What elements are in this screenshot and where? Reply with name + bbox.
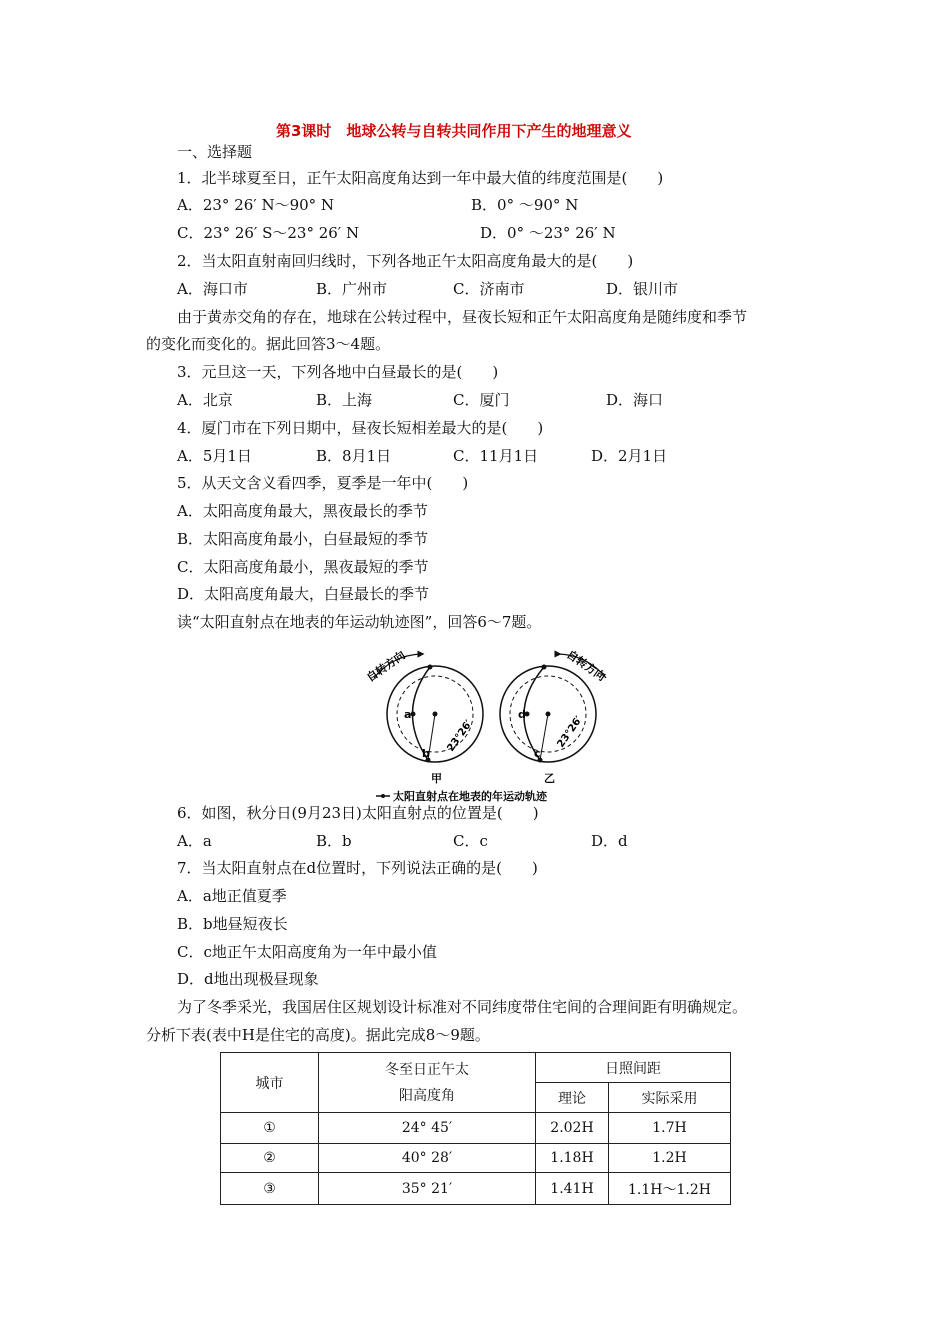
q2-option-c: C．济南市 — [453, 280, 525, 298]
cell-city: ① — [221, 1113, 319, 1144]
sun-path-figure — [356, 640, 626, 805]
label-b: b — [422, 747, 430, 760]
question-7-stem: 7．当太阳直射点在d位置时，下列说法正确的是( ) — [177, 859, 538, 877]
header-actual: 实际采用 — [609, 1083, 731, 1113]
table-row — [221, 1113, 731, 1144]
header-theory: 理论 — [536, 1083, 609, 1113]
header-angle-line2: 阳高度角 — [399, 1087, 455, 1104]
rotation-label-left: 自转方向 — [364, 648, 408, 685]
cell-angle: 24° 45′ — [319, 1113, 536, 1144]
left-top-point — [428, 665, 433, 670]
label-c: c — [534, 747, 541, 760]
cell-theory: 2.02H — [536, 1113, 609, 1144]
q3-option-c: C．厦门 — [453, 391, 510, 409]
q1-option-b: B．0° ～90° N — [471, 196, 579, 214]
diagram-label-jia: 甲 — [431, 772, 442, 785]
intro-3-4-line2: 的变化而变化的。据此回答3～4题。 — [146, 335, 391, 353]
q7-option-a: A．a地正值夏季 — [177, 887, 287, 905]
q3-option-a: A．北京 — [177, 391, 233, 409]
q5-option-b: B．太阳高度角最小，白昼最短的季节 — [177, 530, 429, 548]
legend — [376, 789, 548, 803]
cell-theory: 1.18H — [536, 1144, 609, 1173]
rotation-label-right: 自转方向 — [564, 647, 608, 684]
question-4-stem: 4．厦门市在下列日期中，昼夜长短相差最大的是( ) — [177, 419, 544, 437]
q4-option-a: A．5月1日 — [177, 447, 252, 465]
q2-option-a: A．海口市 — [177, 280, 248, 298]
intro-3-4-line1: 由于黄赤交角的存在，地球在公转过程中，昼夜长短和正午太阳高度角是随纬度和季节 — [177, 308, 748, 326]
q5-option-c: C．太阳高度角最小，黑夜最短的季节 — [177, 558, 429, 576]
cell-city: ③ — [221, 1173, 319, 1205]
q5-option-a: A．太阳高度角最大，黑夜最长的季节 — [177, 502, 428, 520]
q3-option-d: D．海口 — [606, 391, 664, 409]
header-angle — [319, 1053, 536, 1113]
cell-actual: 1.1H～1.2H — [609, 1173, 731, 1205]
q1-option-d: D．0° ～23° 26′ N — [480, 224, 616, 242]
q7-option-d: D．d地出现极昼现象 — [177, 970, 319, 988]
intro-8-9-line2: 分析下表(表中H是住宅的高度)。据此完成8～9题。 — [146, 1026, 490, 1044]
q4-option-c: C．11月1日 — [453, 447, 539, 465]
q5-option-d: D．太阳高度角最大，白昼最长的季节 — [177, 585, 430, 603]
q2-option-d: D．银川市 — [606, 280, 679, 298]
cell-angle: 40° 28′ — [319, 1144, 536, 1173]
label-d: d — [518, 708, 526, 721]
page-title: 第3课时 地球公转与自转共同作用下产生的地理意义 — [276, 122, 632, 140]
angle-label-right: 23°26′ — [555, 714, 585, 750]
question-5-stem: 5．从天文含义看四季，夏季是一年中( ) — [177, 474, 469, 492]
q2-option-b: B．广州市 — [316, 280, 388, 298]
question-1-stem: 1．北半球夏至日，正午太阳高度角达到一年中最大值的纬度范围是( ) — [177, 169, 664, 187]
q6-option-c: C．c — [453, 832, 488, 850]
header-spacing: 日照间距 — [536, 1053, 731, 1083]
intro-6-7: 读“太阳直射点在地表的年运动轨迹图”，回答6～7题。 — [177, 613, 542, 631]
intro-8-9-line1: 为了冬季采光，我国居住区规划设计标准对不同纬度带住宅间的合理间距有明确规定。 — [177, 998, 748, 1016]
cell-actual: 1.2H — [609, 1144, 731, 1173]
legend-dot — [381, 794, 385, 798]
q6-option-b: B．b — [316, 832, 352, 850]
section-heading: 一、选择题 — [177, 143, 253, 161]
q7-option-b: B．b地昼短夜长 — [177, 915, 288, 933]
cell-actual: 1.7H — [609, 1113, 731, 1144]
spacing-table — [220, 1052, 731, 1205]
angle-label-left: 23°26′ — [445, 718, 475, 754]
q1-option-c: C．23° 26′ S～23° 26′ N — [177, 224, 360, 242]
diagram-label-yi: 乙 — [544, 772, 555, 785]
right-radius-line — [540, 714, 548, 760]
left-center-point — [433, 712, 438, 717]
cell-city: ② — [221, 1144, 319, 1173]
q6-option-d: D．d — [591, 832, 628, 850]
cell-theory: 1.41H — [536, 1173, 609, 1205]
q3-option-b: B．上海 — [316, 391, 373, 409]
label-a: a — [404, 708, 412, 721]
q4-option-b: B．8月1日 — [316, 447, 392, 465]
q7-option-c: C．c地正午太阳高度角为一年中最小值 — [177, 943, 437, 961]
legend-text: 太阳直射点在地表的年运动轨迹 — [393, 790, 547, 803]
question-2-stem: 2．当太阳直射南回归线时，下列各地正午太阳高度角最大的是( ) — [177, 252, 634, 270]
cell-angle: 35° 21′ — [319, 1173, 536, 1205]
question-3-stem: 3．元旦这一天，下列各地中白昼最长的是( ) — [177, 363, 499, 381]
right-top-point — [542, 665, 547, 670]
table-row — [221, 1144, 731, 1173]
header-city: 城市 — [221, 1053, 319, 1113]
header-angle-line1: 冬至日正午太 — [385, 1061, 469, 1078]
table-row — [221, 1173, 731, 1205]
right-center-point — [546, 712, 551, 717]
q1-option-a: A．23° 26′ N～90° N — [177, 196, 335, 214]
q4-option-d: D．2月1日 — [591, 447, 668, 465]
question-6-stem: 6．如图，秋分日(9月23日)太阳直射点的位置是( ) — [177, 804, 539, 822]
q6-option-a: A．a — [177, 832, 212, 850]
